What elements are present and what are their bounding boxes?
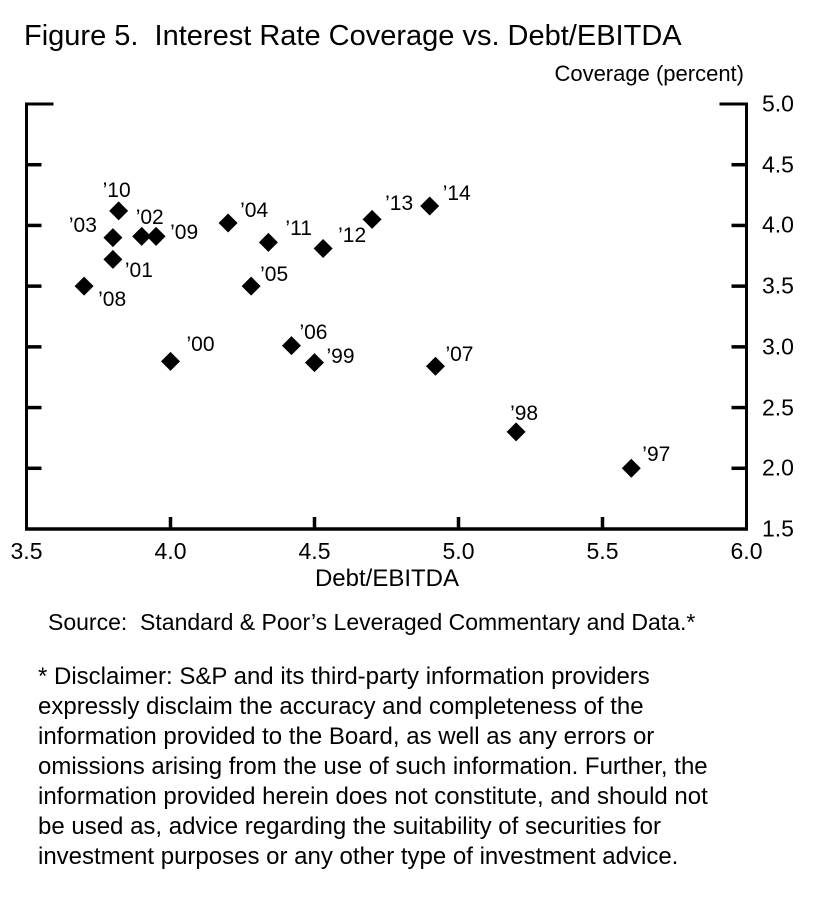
point-05-label: ’05 <box>260 263 289 287</box>
point-11-marker <box>259 233 278 252</box>
y-tick-label: 3.5 <box>762 272 794 299</box>
disclaimer-line: investment purposes or any other type of investment advice. <box>38 843 679 870</box>
point-03-marker <box>103 228 122 247</box>
y-tick-label: 5.0 <box>762 90 794 117</box>
point-97-label: ’97 <box>642 443 671 467</box>
point-03-label: ’03 <box>68 213 97 237</box>
point-04-marker <box>219 214 238 233</box>
y-tick-label: 4.0 <box>762 211 794 238</box>
x-tick-label: 5.0 <box>442 538 475 564</box>
point-99-label: ’99 <box>326 344 355 368</box>
y-tick-label: 2.0 <box>762 454 794 481</box>
y-axis-title: Coverage (percent) <box>554 61 744 86</box>
point-99-marker <box>305 353 324 372</box>
y-tick-label: 3.0 <box>762 333 794 360</box>
point-12-label: ’12 <box>338 223 367 247</box>
point-02-label: ’02 <box>135 206 164 230</box>
point-08-label: ’08 <box>98 288 127 312</box>
point-07-marker <box>426 357 445 376</box>
point-12-marker <box>314 239 333 258</box>
point-04-label: ’04 <box>240 199 269 222</box>
y-tick-label: 4.5 <box>762 151 794 178</box>
x-tick-label: 5.5 <box>586 538 619 564</box>
figure-title: Figure 5. Interest Rate Coverage vs. Debt/EBITDA <box>24 20 682 52</box>
point-10-label: ’10 <box>102 178 131 202</box>
source-note: Source: Standard & Poor’s Leveraged Commentary and Data.* <box>48 609 696 635</box>
point-01-marker <box>103 250 122 269</box>
disclaimer <box>38 662 708 872</box>
x-tick-label: 4.5 <box>298 538 331 564</box>
disclaimer-line: expressly disclaim the accuracy and completeness of the <box>38 693 644 720</box>
disclaimer-line: information provided to the Board, as well as any errors or <box>38 723 655 750</box>
x-tick-label: 6.0 <box>730 538 763 564</box>
point-06-marker <box>282 336 301 355</box>
x-axis-title: Debt/EBITDA <box>314 565 460 592</box>
disclaimer-line: * Disclaimer: S&P and its third-party information providers <box>38 663 650 690</box>
point-14-marker <box>420 197 439 216</box>
y-tick-label: 2.5 <box>762 394 794 421</box>
disclaimer-line: information provided herein does not constitute, and should not <box>38 783 708 810</box>
point-07-label: ’07 <box>445 343 474 367</box>
point-00-label: ’00 <box>186 333 215 357</box>
disclaimer-line: omissions arising from the use of such information. Further, the <box>38 753 708 780</box>
point-10-marker <box>109 201 128 220</box>
point-00-marker <box>161 352 180 371</box>
point-06-label: ’06 <box>299 320 328 344</box>
x-tick-label: 3.5 <box>10 538 43 564</box>
x-tick-label: 4.0 <box>154 538 187 564</box>
point-08-marker <box>75 277 94 296</box>
point-11-label: ’11 <box>285 217 312 241</box>
y-tick-label: 1.5 <box>762 515 794 542</box>
point-09-label: ’09 <box>170 221 199 245</box>
point-97-marker <box>622 459 641 478</box>
point-98-label: ’98 <box>510 401 539 425</box>
point-01-label: ’01 <box>124 259 153 283</box>
point-14-label: ’14 <box>442 182 471 205</box>
disclaimer-line: be used as, advice regarding the suitability of securities for <box>38 813 662 840</box>
point-05-marker <box>242 277 261 296</box>
point-13-label: ’13 <box>385 192 414 216</box>
